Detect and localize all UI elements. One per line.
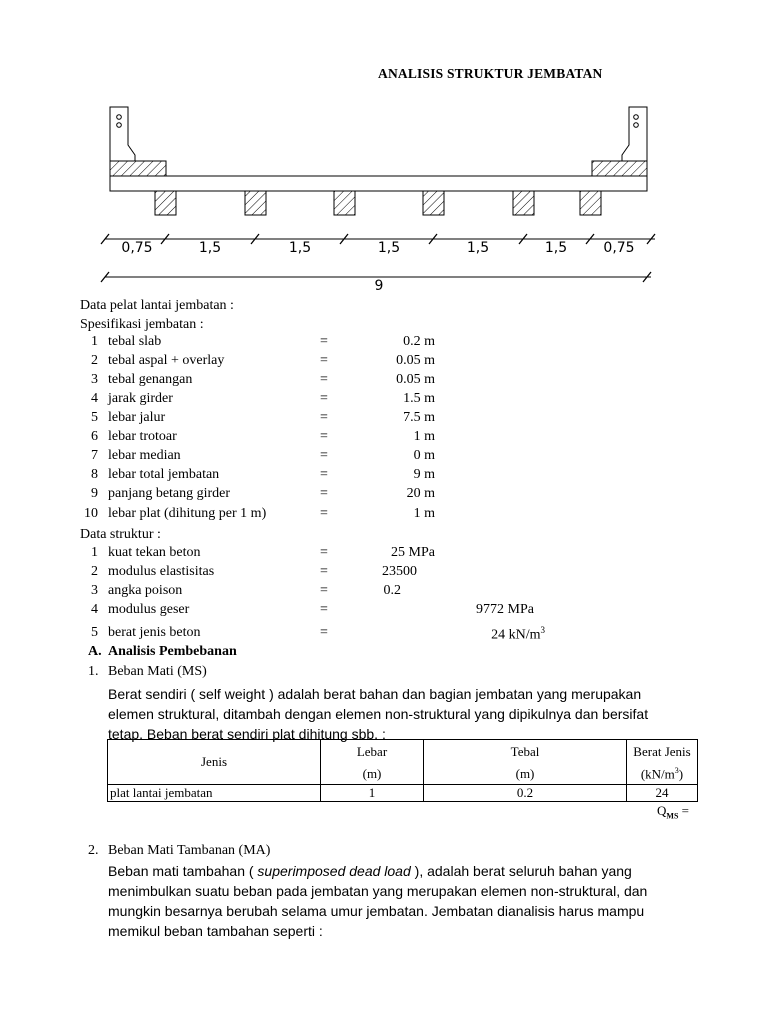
row-equals: =: [320, 353, 328, 368]
row-value: 20 m: [406, 486, 435, 501]
left-parapet: [110, 107, 135, 161]
girder: [513, 191, 534, 215]
section-a-title: Analisis Pembebanan: [108, 644, 237, 659]
row-equals: =: [320, 486, 328, 501]
sub-1-number: 1.: [88, 664, 99, 679]
row-equals: =: [320, 625, 328, 640]
row-value: 1.5 m: [403, 391, 435, 406]
dimension-label: 1,5: [466, 240, 490, 256]
row-label: panjang betang girder: [108, 486, 231, 501]
row-value: 0.05 m: [396, 372, 435, 387]
q-ms-label: $Q_{MS}$ =: [657, 803, 689, 821]
row-label: lebar median: [108, 448, 181, 463]
right-sidewalk: [592, 161, 647, 176]
row-equals: =: [320, 448, 328, 463]
row-label: lebar trotoar: [108, 429, 177, 444]
total-dimension-label: 9: [374, 278, 384, 290]
row-equals: =: [320, 372, 328, 387]
self-weight-table: [107, 739, 698, 802]
left-parapet-hole: [117, 115, 122, 120]
row-label: tebal slab: [108, 334, 162, 349]
row-equals: =: [320, 545, 328, 560]
bridge-spec-heading: Spesifikasi jembatan :: [80, 317, 204, 332]
left-parapet-hole: [117, 123, 122, 128]
dimension-label: 1,5: [377, 240, 401, 256]
dimension-label: 0,75: [603, 240, 635, 256]
row-number: 2: [91, 564, 98, 579]
row-berat-jenis: 24: [627, 785, 698, 802]
row-value: 7.5 m: [403, 410, 435, 425]
header-berat-jenis: Berat Jenis: [627, 740, 698, 764]
paragraph-line: Berat sendiri ( self weight ) adalah berat bahan dan bagian jembatan yang merupakan: [108, 686, 642, 702]
row-equals: =: [320, 410, 328, 425]
row-number: 2: [91, 353, 98, 368]
row-number: 5: [91, 625, 98, 640]
header-lebar-unit: (m): [321, 764, 424, 785]
header-tebal: Tebal: [424, 740, 627, 764]
row-value: 23500: [382, 564, 417, 579]
header-tebal-unit: (m): [424, 764, 627, 785]
row-label: kuat tekan beton: [108, 545, 201, 560]
sub-2-number: 2.: [88, 843, 99, 858]
row-label: modulus geser: [108, 602, 190, 617]
right-parapet-hole: [634, 115, 639, 120]
row-value: 24 $kN/m^3$: [491, 625, 545, 643]
row-jenis: plat lantai jembatan: [108, 785, 321, 802]
paragraph-line: menimbulkan suatu beban pada jembatan yang merupakan elemen non-struktural, dan: [108, 883, 648, 899]
row-equals: =: [320, 429, 328, 444]
row-label: lebar plat (dihitung per 1 m): [108, 506, 267, 521]
paragraph-line: mungkin besarnya berubah selama umur jembatan. Jembatan dianalisis harus mampu: [108, 903, 645, 919]
header-jenis: Jenis: [108, 740, 321, 785]
row-value: 1 m: [413, 429, 435, 444]
row-value: 9 m: [413, 467, 435, 482]
paragraph-line: memikul beban tambahan seperti :: [108, 923, 323, 939]
row-number: 9: [91, 486, 98, 501]
row-tebal: 0.2: [424, 785, 627, 802]
row-value: 0.2 m: [403, 334, 435, 349]
girder: [155, 191, 176, 215]
row-value: 9772 MPa: [476, 602, 534, 617]
girder: [245, 191, 266, 215]
row-value: 0.05 m: [396, 353, 435, 368]
row-equals: =: [320, 506, 328, 521]
row-number: 7: [91, 448, 98, 463]
deck-slab: [110, 176, 647, 191]
row-equals: =: [320, 334, 328, 349]
row-value: 0 m: [413, 448, 435, 463]
paragraph-line: elemen struktural, ditambah dengan elemen non-struktural yang dipikulnya dan bersifat: [108, 706, 649, 722]
row-equals: =: [320, 391, 328, 406]
row-label: lebar jalur: [108, 410, 166, 425]
dimension-label: 1,5: [544, 240, 568, 256]
row-equals: =: [320, 602, 328, 617]
dimension-label: 0,75: [121, 240, 153, 256]
row-value: 0.2: [383, 583, 401, 598]
row-value: 1 m: [413, 506, 435, 521]
row-number: 10: [84, 506, 98, 521]
plate-data-heading: Data pelat lantai jembatan :: [80, 298, 234, 313]
row-number: 8: [91, 467, 98, 482]
row-label: jarak girder: [108, 391, 173, 406]
row-value: 25 MPa: [391, 545, 435, 560]
row-number: 1: [91, 545, 98, 560]
row-label: modulus elastisitas: [108, 564, 215, 579]
row-label: berat jenis beton: [108, 625, 201, 640]
girder: [334, 191, 355, 215]
paragraph-line: Beban mati tambahan ( superimposed dead load ), adalah berat seluruh bahan yang: [108, 863, 632, 879]
row-number: 4: [91, 602, 98, 617]
row-equals: =: [320, 467, 328, 482]
structure-data-heading: Data struktur :: [80, 527, 161, 542]
paragraph-line: tetap. Beban berat sendiri plat dihitung sbb. :: [108, 726, 386, 742]
row-number: 6: [91, 429, 98, 444]
row-number: 4: [91, 391, 98, 406]
section-a-marker: A.: [88, 644, 102, 659]
sub-1-paragraph: [108, 684, 648, 744]
sub-2-title: Beban Mati Tambanan (MA): [108, 843, 271, 858]
row-number: 1: [91, 334, 98, 349]
row-label: lebar total jembatan: [108, 467, 220, 482]
dimension-label: 1,5: [198, 240, 222, 256]
row-equals: =: [320, 583, 328, 598]
row-label: tebal genangan: [108, 372, 193, 387]
row-number: 3: [91, 372, 98, 387]
right-parapet-hole: [634, 123, 639, 128]
row-lebar: 1: [321, 785, 424, 802]
dimension-label: 1,5: [288, 240, 312, 256]
row-label: tebal aspal + overlay: [108, 353, 225, 368]
sub-2-paragraph: [108, 861, 647, 941]
row-equals: =: [320, 564, 328, 579]
row-number: 5: [91, 410, 98, 425]
left-sidewalk: [110, 161, 166, 176]
sub-1-title: Beban Mati (MS): [108, 664, 207, 679]
row-number: 3: [91, 583, 98, 598]
page-title: ANALISIS STRUKTUR JEMBATAN: [378, 66, 603, 81]
girder: [580, 191, 601, 215]
bridge-cross-section-diagram: [95, 100, 665, 290]
row-label: angka poison: [108, 583, 183, 598]
girder: [423, 191, 444, 215]
header-berat-jenis-unit: $(kN/m^3)$: [627, 764, 698, 785]
header-lebar: Lebar: [321, 740, 424, 764]
